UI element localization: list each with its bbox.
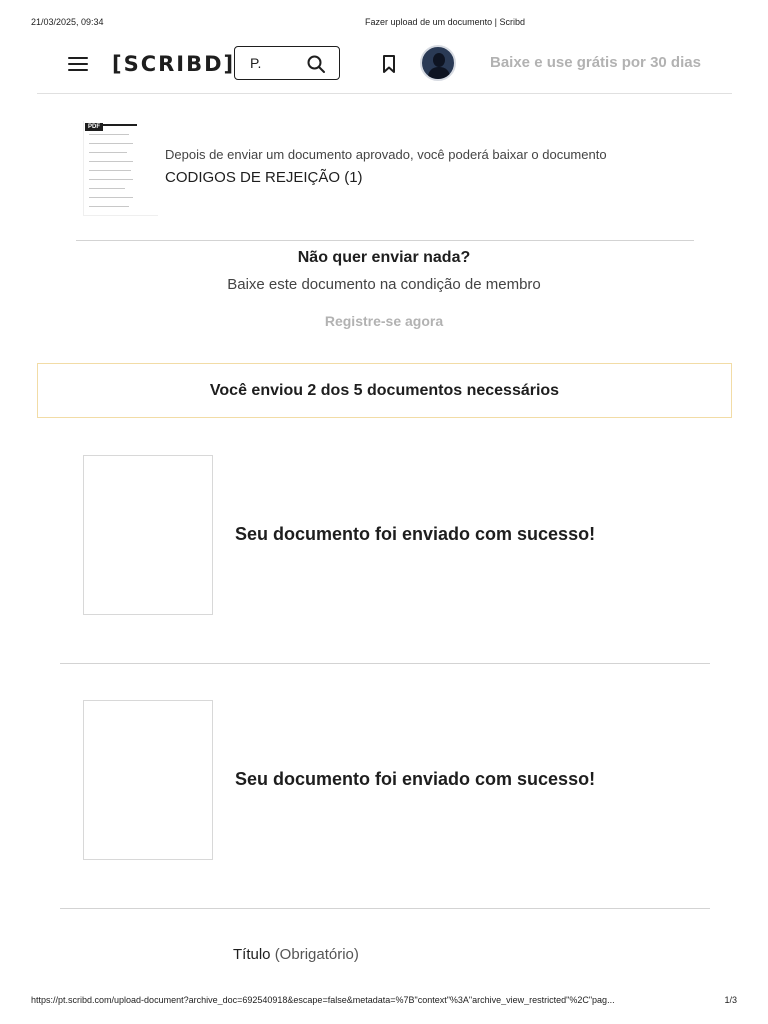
pdf-badge: PDF bbox=[85, 123, 103, 131]
search-icon[interactable] bbox=[306, 54, 326, 74]
print-header bbox=[0, 17, 768, 29]
uploaded-document-thumbnail[interactable] bbox=[83, 455, 213, 615]
bookmark-icon[interactable] bbox=[380, 54, 398, 74]
document-thumbnail bbox=[83, 121, 158, 216]
print-page-number: 1/3 bbox=[724, 995, 737, 1005]
free-trial-link[interactable]: Baixe e use grátis por 30 dias bbox=[490, 54, 701, 71]
register-link-row bbox=[0, 313, 768, 329]
divider bbox=[60, 663, 710, 664]
menu-icon[interactable] bbox=[68, 56, 88, 72]
scribd-logo[interactable]: [SCRIBD] bbox=[112, 52, 236, 76]
membership-subtext: Baixe este documento na condição de membro bbox=[227, 276, 541, 293]
divider bbox=[60, 908, 710, 909]
user-avatar[interactable] bbox=[420, 45, 456, 81]
divider bbox=[76, 240, 694, 241]
print-url: https://pt.scribd.com/upload-document?archive_doc=692540918&escape=false&metadata=%7B"context"%3A"archive_view_restricted"%2C"pag... bbox=[31, 995, 615, 1005]
upload-success-message: Seu documento foi enviado com sucesso! bbox=[235, 524, 596, 544]
no-upload-heading: Não quer enviar nada? bbox=[297, 249, 471, 266]
print-page-title: Fazer upload de um documento | Scribd bbox=[365, 17, 525, 27]
search-input[interactable] bbox=[234, 46, 340, 80]
top-navigation-bar bbox=[37, 38, 732, 94]
upload-note: Depois de enviar um documento aprovado, você poderá baixar o documento bbox=[165, 147, 607, 162]
upload-success-message: Seu documento foi enviado com sucesso! bbox=[235, 769, 596, 789]
title-label: Título bbox=[233, 946, 271, 963]
upload-progress-banner: Você enviou 2 dos 5 documentos necessários bbox=[37, 363, 732, 418]
print-datetime: 21/03/2025, 09:34 bbox=[31, 17, 104, 27]
document-title: CODIGOS DE REJEIÇÃO (1) bbox=[165, 169, 363, 186]
print-footer bbox=[0, 995, 768, 1007]
uploaded-document-thumbnail[interactable] bbox=[83, 700, 213, 860]
title-field-label bbox=[233, 946, 359, 963]
search-input-value[interactable]: P. bbox=[250, 55, 262, 71]
register-now-link[interactable]: Registre-se agora bbox=[324, 313, 444, 329]
required-indicator: (Obrigatório) bbox=[274, 946, 359, 963]
